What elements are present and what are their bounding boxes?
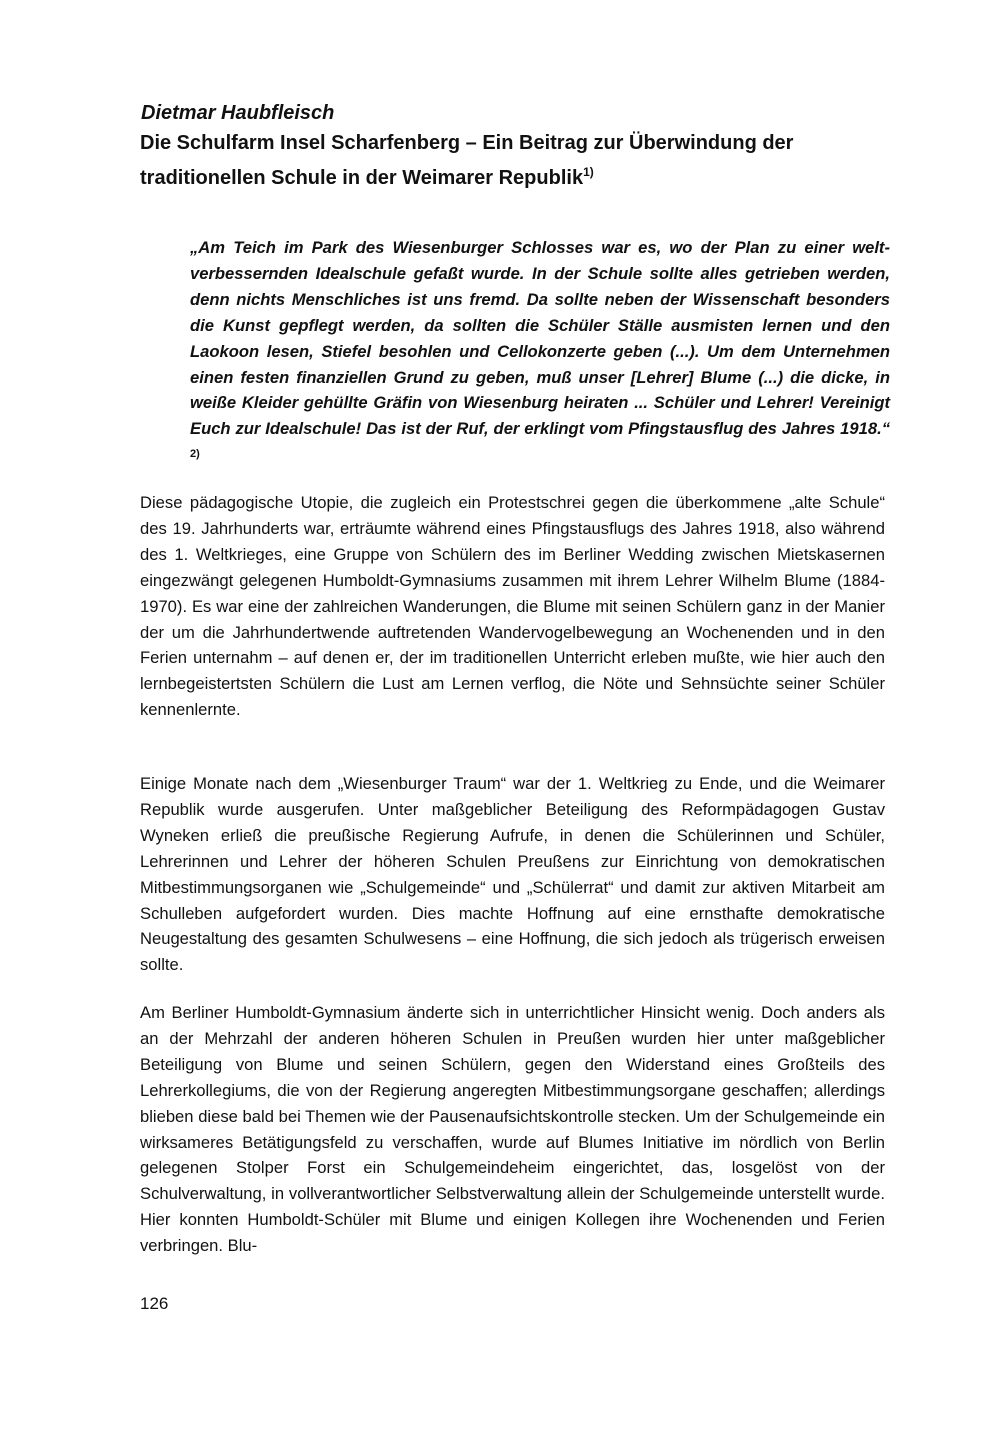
article-title-line-2 [140, 159, 594, 191]
page-number: 126 [140, 1294, 169, 1313]
article-title-line-1: Die Schulfarm Insel Scharfenberg – Ein Beitrag zur Überwindung der [140, 132, 794, 154]
body-paragraph-1: Diese pädagogische Utopie, die zugleich ein Protestschrei gegen die überkommene „alte Schule“ des 19. Jahrhunderts war, erträumte während eines Pfingstausflugs des Jahres 1918, also während des 1. Weltkrieges, eine Gruppe von Schülern des im Berliner Wedding zwischen Mietskasernen eingezwängt gelegenen Humboldt-Gymnasiums zusammen mit ihrem Lehrer Wilhelm Blume (1884-1970). Es war eine der zahlreichen Wanderungen, die Blume mit seinen Schülern ganz in der Manier der um die Jahrhundertwende auftretenden Wandervogelbewegung an Wochenenden und in den Ferien unternahm – auf denen er, der im traditionellen Unterricht erleben mußte, wie hier auch den lernbegeistertsten Schülern die Lust am Lernen verflog, die Nöte und Sehnsüchte seiner Schüler kennenlernte. [140, 493, 885, 720]
body-paragraph-3: Am Berliner Humboldt-Gymnasium änderte sich in unterrichtlicher Hinsicht wenig. Doch anders als an der Mehrzahl der anderen höheren Schulen in Preußen wurden hier unter maßgeblicher Beteiligung von Blume und seinen Schülern, gegen den Widerstand eines Großteils des Lehrerkollegiums, die von der Regierung angeregten Mitbestimmungsorgane geschaffen; allerdings blieben diese bald bei Themen wie der Pausenaufsichtskontrolle stecken. Um der Schulgemeinde ein wirksameres Betätigungsfeld zu verschaffen, wurde auf Blumes Initiative im nördlich von Berlin gelegenen Stolper Forst ein Schulgemeindeheim eingerichtet, das, losgelöst von der Schulverwaltung, in vollverantwortlicher Selbstverwaltung allein der Schulgemeinde unterstellt wurde. Hier konnten Humboldt-Schüler mit Blume und einigen Kollegen ihre Wochenenden und Ferien verbringen. Blu- [140, 1003, 885, 1256]
epigraph-quote-text: „Am Teich im Park des Wiesenburger Schlosses war es, wo der Plan zu einer weltverbessernden Idealschule gefaßt wurde. In der Schule sollte alles getrieben werden, denn nichts Menschliches ist uns fremd. Da sollte neben der Wissenschaft besonders die Kunst gepflegt werden, da sollten die Schüler Ställe ausmisten lernen und den Laokoon lesen, Stiefel besohlen und Cellokonzerte geben (...). Um dem Unternehmen einen festen finanziellen Grund zu geben, muß unser [Lehrer] Blume (...) die dicke, in weiße Kleider gehüllte Gräfin von Wiesenburg heiraten ... Schüler und Lehrer! Vereinigt Euch zur Idealschule! Das ist der Ruf, der erklingt vom Pfingstausflug des Jahres 1918.“ [190, 238, 890, 439]
body-paragraph-2: Einige Monate nach dem „Wiesenburger Traum“ war der 1. Weltkrieg zu Ende, und die Weimarer Republik wurde ausgerufen. Unter maßgeblicher Beteiligung des Reformpädagogen Gustav Wyneken erließ die preußische Regierung Aufrufe, in denen die Schülerinnen und Schüler, Lehrerinnen und Lehrer der höheren Schulen Preußens zur Einrichtung von demokratischen Mitbestimmungsorganen wie „Schulgemeinde“ und „Schülerrat“ und damit zur aktiven Mitarbeit am Schulleben aufgefordert wurden. Dies machte Hoffnung auf eine ernsthafte demokratische Neugestaltung des gesamten Schulwesens – eine Hoffnung, die sich jedoch als trügerisch erweisen sollte. [140, 774, 885, 975]
quote-footnote-marker: 2) [190, 448, 200, 461]
title-footnote-marker: 1) [583, 165, 594, 179]
article-title-line-2-text: traditionellen Schule in der Weimarer Republik [140, 167, 584, 189]
epigraph-quote [190, 235, 890, 472]
author-name: Dietmar Haubfleisch [141, 102, 335, 124]
